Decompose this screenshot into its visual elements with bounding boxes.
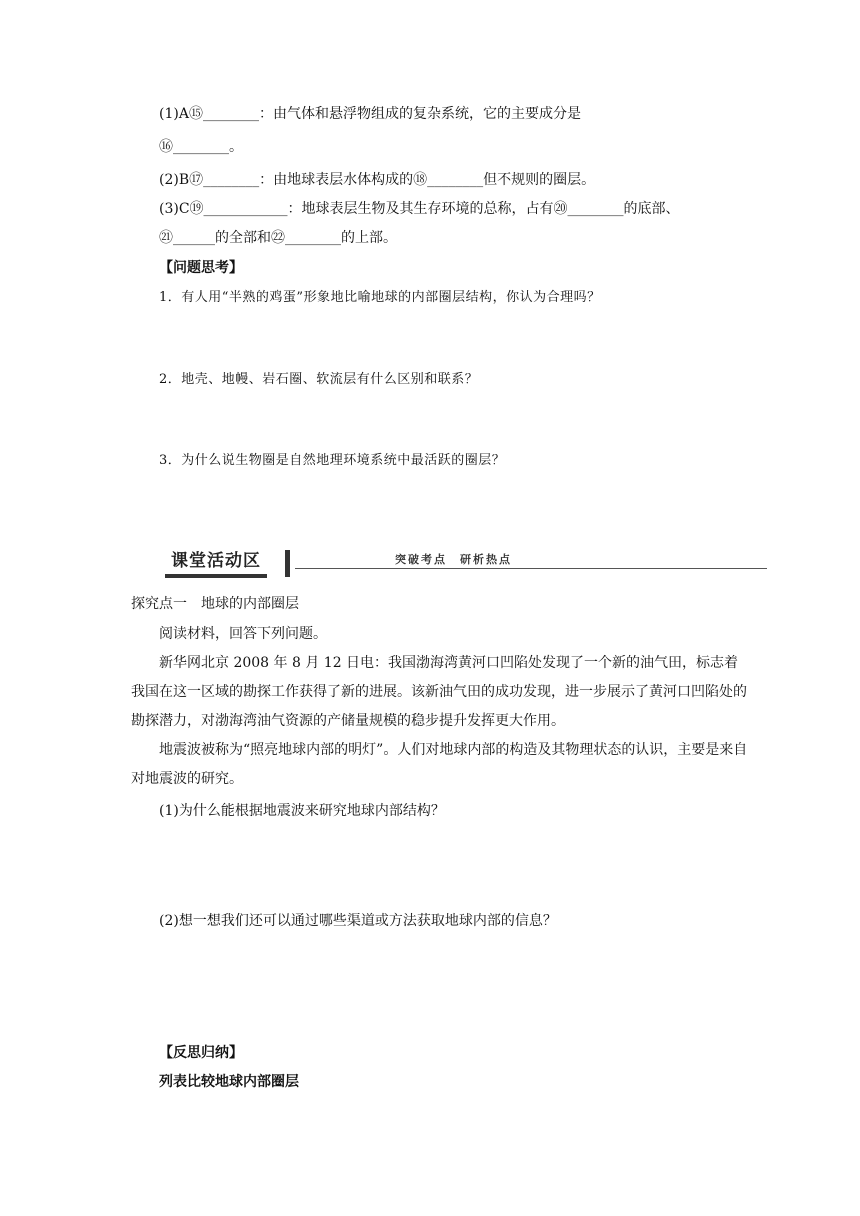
- section-separator: [285, 550, 290, 577]
- question-1: 1．有人用“半熟的鸡蛋”形象地比喻地球的内部圈层结构，你认为合理吗？: [159, 290, 601, 305]
- reflection-subheading: 列表比较地球内部圈层: [159, 1074, 299, 1090]
- inquiry-title: 探究点一 地球的内部圈层: [131, 596, 299, 612]
- question-2: 2．地壳、地幔、岩石圈、软流层有什么区别和联系？: [159, 372, 479, 387]
- reflection-heading: 【反思归纳】: [159, 1045, 243, 1061]
- blank-line-atmosphere-component: ⑯________。: [159, 139, 243, 155]
- material-paragraph-2: 地震波被称为“照亮地球内部的明灯”。人们对地球内部的构造及其物理状态的认识，主要是来自对地震波的研究。: [131, 742, 748, 787]
- blank-line-hydrosphere: (2)B⑰________：由地球表层水体构成的⑱________但不规则的圈层。: [159, 172, 596, 188]
- blank-line-atmosphere: (1)A⑮________：由气体和悬浮物组成的复杂系统，它的主要成分是: [159, 106, 581, 122]
- blank-line-biosphere-range: ㉑______的全部和㉒________的上部。: [159, 230, 397, 246]
- section-rule: [295, 568, 767, 569]
- section-subtitle: 突破考点 研析热点: [395, 553, 512, 566]
- inquiry-intro: 阅读材料，回答下列问题。: [159, 626, 327, 642]
- question-heading: 【问题思考】: [159, 260, 243, 276]
- question-3: 3．为什么说生物圈是自然地理环境系统中最活跃的圈层？: [159, 453, 506, 468]
- inquiry-question-1: (1)为什么能根据地震波来研究地球内部结构？: [159, 803, 445, 819]
- inquiry-question-2: (2)想一想我们还可以通过哪些渠道或方法获取地球内部的信息？: [159, 913, 557, 929]
- section-header: [165, 548, 767, 578]
- section-title: 课堂活动区: [165, 548, 267, 578]
- blank-line-biosphere: (3)C⑲____________：地球表层生物及其生存环境的总称，占有⑳________的底部、: [159, 201, 680, 217]
- material-paragraph-1: 新华网北京 2008 年 8 月 12 日电：我国渤海湾黄河口凹陷处发现了一个新的油气田，标志着我国在这一区域的勘探工作获得了新的进展。该新油气田的成功发现，进一步展示了黄河口凹陷处的勘探潜力，对渤海湾油气资源的产储量规模的稳步提升发挥更大作用。: [131, 655, 747, 729]
